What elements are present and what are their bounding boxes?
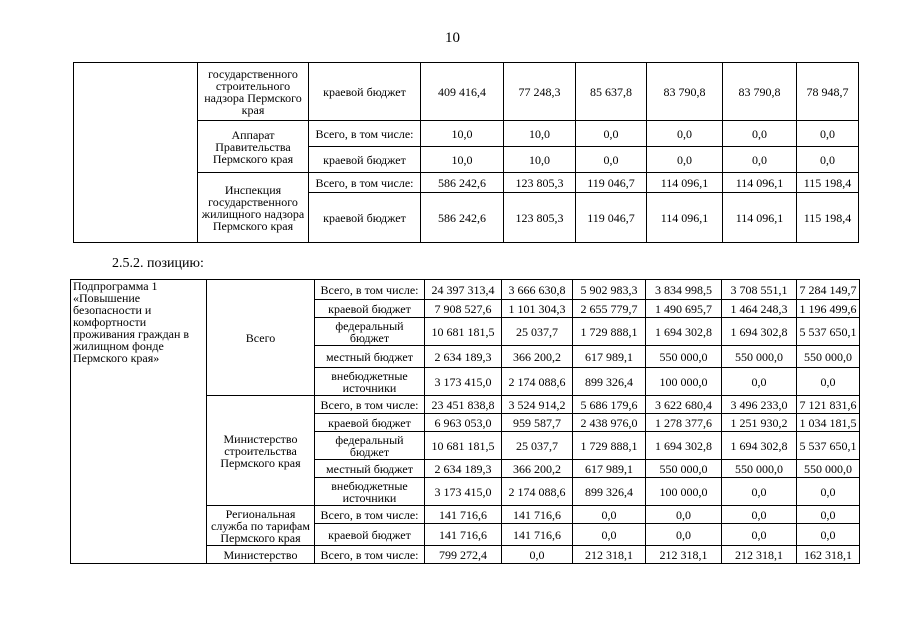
value-cell: 0,0 [573, 506, 646, 524]
value-cell: 25 037,7 [502, 432, 573, 460]
type-cell: краевой бюджет [315, 524, 425, 546]
table-1-left-blank [74, 63, 198, 243]
org-cell: Министерство строительства Пермского края [207, 396, 315, 506]
value-cell: 2 655 779,7 [573, 300, 646, 318]
value-cell: 114 096,1 [647, 173, 723, 193]
value-cell: 409 416,4 [421, 63, 504, 121]
value-cell: 5 686 179,6 [573, 396, 646, 414]
value-cell: 0,0 [722, 506, 797, 524]
value-cell: 799 272,4 [425, 546, 502, 564]
value-cell: 77 248,3 [504, 63, 576, 121]
value-cell: 115 198,4 [797, 193, 859, 243]
value-cell: 959 587,7 [502, 414, 573, 432]
value-cell: 25 037,7 [502, 318, 573, 346]
type-cell: федеральный бюджет [315, 432, 425, 460]
value-cell: 114 096,1 [723, 173, 797, 193]
value-cell: 3 666 630,8 [502, 280, 573, 300]
value-cell: 1 034 181,5 [797, 414, 860, 432]
value-cell: 617 989,1 [573, 346, 646, 368]
org-cell: Всего [207, 280, 315, 396]
org-cell: государственного строительного надзора Пермского края [198, 63, 309, 121]
value-cell: 123 805,3 [504, 173, 576, 193]
value-cell: 83 790,8 [723, 63, 797, 121]
type-cell: краевой бюджет [309, 147, 421, 173]
page-number: 10 [445, 30, 460, 46]
value-cell: 114 096,1 [647, 193, 723, 243]
section-caption: 2.5.2. позицию: [112, 256, 204, 271]
type-cell: Всего, в том числе: [315, 396, 425, 414]
value-cell: 586 242,6 [421, 173, 504, 193]
value-cell: 123 805,3 [504, 193, 576, 243]
value-cell: 3 524 914,2 [502, 396, 573, 414]
value-cell: 212 318,1 [646, 546, 722, 564]
type-cell: Всего, в том числе: [309, 173, 421, 193]
subprogram-title: Подпрограмма 1 «Повышение безопасности и комфортности проживания граждан в жилищном фонде Пермского края» [71, 280, 207, 564]
type-cell: Всего, в том числе: [315, 280, 425, 300]
value-cell: 212 318,1 [722, 546, 797, 564]
value-cell: 2 438 976,0 [573, 414, 646, 432]
value-cell: 0,0 [797, 506, 860, 524]
value-cell: 162 318,1 [797, 546, 860, 564]
value-cell: 212 318,1 [573, 546, 646, 564]
value-cell: 366 200,2 [502, 346, 573, 368]
value-cell: 0,0 [576, 147, 647, 173]
value-cell: 0,0 [722, 524, 797, 546]
value-cell: 3 496 233,0 [722, 396, 797, 414]
value-cell: 550 000,0 [646, 460, 722, 478]
value-cell: 1 694 302,8 [722, 432, 797, 460]
value-cell: 0,0 [722, 478, 797, 506]
value-cell: 1 464 248,3 [722, 300, 797, 318]
type-cell: местный бюджет [315, 460, 425, 478]
type-cell: Всего, в том числе: [315, 506, 425, 524]
value-cell: 100 000,0 [646, 368, 722, 396]
value-cell: 141 716,6 [502, 506, 573, 524]
value-cell: 1 694 302,8 [722, 318, 797, 346]
value-cell: 10 681 181,5 [425, 432, 502, 460]
value-cell: 2 634 189,3 [425, 460, 502, 478]
value-cell: 115 198,4 [797, 173, 859, 193]
value-cell: 586 242,6 [421, 193, 504, 243]
table-1 [73, 62, 859, 243]
type-cell: федеральный бюджет [315, 318, 425, 346]
value-cell: 0,0 [723, 147, 797, 173]
value-cell: 3 708 551,1 [722, 280, 797, 300]
type-cell: краевой бюджет [315, 414, 425, 432]
type-cell: краевой бюджет [315, 300, 425, 318]
value-cell: 550 000,0 [646, 346, 722, 368]
table-2 [70, 279, 860, 564]
value-cell: 617 989,1 [573, 460, 646, 478]
value-cell: 2 174 088,6 [502, 478, 573, 506]
value-cell: 6 963 053,0 [425, 414, 502, 432]
value-cell: 5 902 983,3 [573, 280, 646, 300]
org-cell: Инспекция государственного жилищного надзора Пермского края [198, 173, 309, 243]
value-cell: 5 537 650,1 [797, 432, 860, 460]
value-cell: 23 451 838,8 [425, 396, 502, 414]
value-cell: 899 326,4 [573, 478, 646, 506]
value-cell: 2 634 189,3 [425, 346, 502, 368]
type-cell: Всего, в том числе: [309, 121, 421, 147]
value-cell: 1 101 304,3 [502, 300, 573, 318]
org-cell: Аппарат Правительства Пермского края [198, 121, 309, 173]
value-cell: 1 729 888,1 [573, 432, 646, 460]
type-cell: местный бюджет [315, 346, 425, 368]
org-cell: Региональная служба по тарифам Пермского края [207, 506, 315, 546]
value-cell: 550 000,0 [722, 346, 797, 368]
value-cell: 2 174 088,6 [502, 368, 573, 396]
value-cell: 7 284 149,7 [797, 280, 860, 300]
value-cell: 24 397 313,4 [425, 280, 502, 300]
value-cell: 0,0 [502, 546, 573, 564]
value-cell: 0,0 [797, 147, 859, 173]
value-cell: 0,0 [647, 121, 723, 147]
value-cell: 1 694 302,8 [646, 432, 722, 460]
value-cell: 83 790,8 [647, 63, 723, 121]
value-cell: 550 000,0 [797, 346, 860, 368]
value-cell: 0,0 [722, 368, 797, 396]
type-cell: краевой бюджет [309, 193, 421, 243]
org-cell: Министерство [207, 546, 315, 564]
value-cell: 85 637,8 [576, 63, 647, 121]
value-cell: 119 046,7 [576, 193, 647, 243]
value-cell: 0,0 [573, 524, 646, 546]
value-cell: 114 096,1 [723, 193, 797, 243]
value-cell: 1 196 499,6 [797, 300, 860, 318]
value-cell: 3 173 415,0 [425, 478, 502, 506]
value-cell: 3 622 680,4 [646, 396, 722, 414]
value-cell: 0,0 [797, 524, 860, 546]
value-cell: 1 729 888,1 [573, 318, 646, 346]
value-cell: 78 948,7 [797, 63, 859, 121]
value-cell: 1 694 302,8 [646, 318, 722, 346]
value-cell: 5 537 650,1 [797, 318, 860, 346]
type-cell: внебюджетные источники [315, 478, 425, 506]
value-cell: 3 173 415,0 [425, 368, 502, 396]
value-cell: 0,0 [647, 147, 723, 173]
type-cell: внебюджетные источники [315, 368, 425, 396]
value-cell: 141 716,6 [502, 524, 573, 546]
value-cell: 10,0 [504, 121, 576, 147]
value-cell: 1 278 377,6 [646, 414, 722, 432]
value-cell: 550 000,0 [797, 460, 860, 478]
value-cell: 366 200,2 [502, 460, 573, 478]
value-cell: 1 490 695,7 [646, 300, 722, 318]
value-cell: 100 000,0 [646, 478, 722, 506]
value-cell: 10,0 [504, 147, 576, 173]
value-cell: 7 908 527,6 [425, 300, 502, 318]
value-cell: 0,0 [646, 524, 722, 546]
value-cell: 141 716,6 [425, 524, 502, 546]
value-cell: 0,0 [797, 121, 859, 147]
value-cell: 1 251 930,2 [722, 414, 797, 432]
type-cell: краевой бюджет [309, 63, 421, 121]
value-cell: 0,0 [797, 368, 860, 396]
value-cell: 10,0 [421, 121, 504, 147]
value-cell: 0,0 [797, 478, 860, 506]
value-cell: 0,0 [723, 121, 797, 147]
value-cell: 3 834 998,5 [646, 280, 722, 300]
type-cell: Всего, в том числе: [315, 546, 425, 564]
value-cell: 7 121 831,6 [797, 396, 860, 414]
value-cell: 141 716,6 [425, 506, 502, 524]
value-cell: 0,0 [646, 506, 722, 524]
value-cell: 10,0 [421, 147, 504, 173]
value-cell: 0,0 [576, 121, 647, 147]
value-cell: 550 000,0 [722, 460, 797, 478]
value-cell: 899 326,4 [573, 368, 646, 396]
value-cell: 119 046,7 [576, 173, 647, 193]
value-cell: 10 681 181,5 [425, 318, 502, 346]
